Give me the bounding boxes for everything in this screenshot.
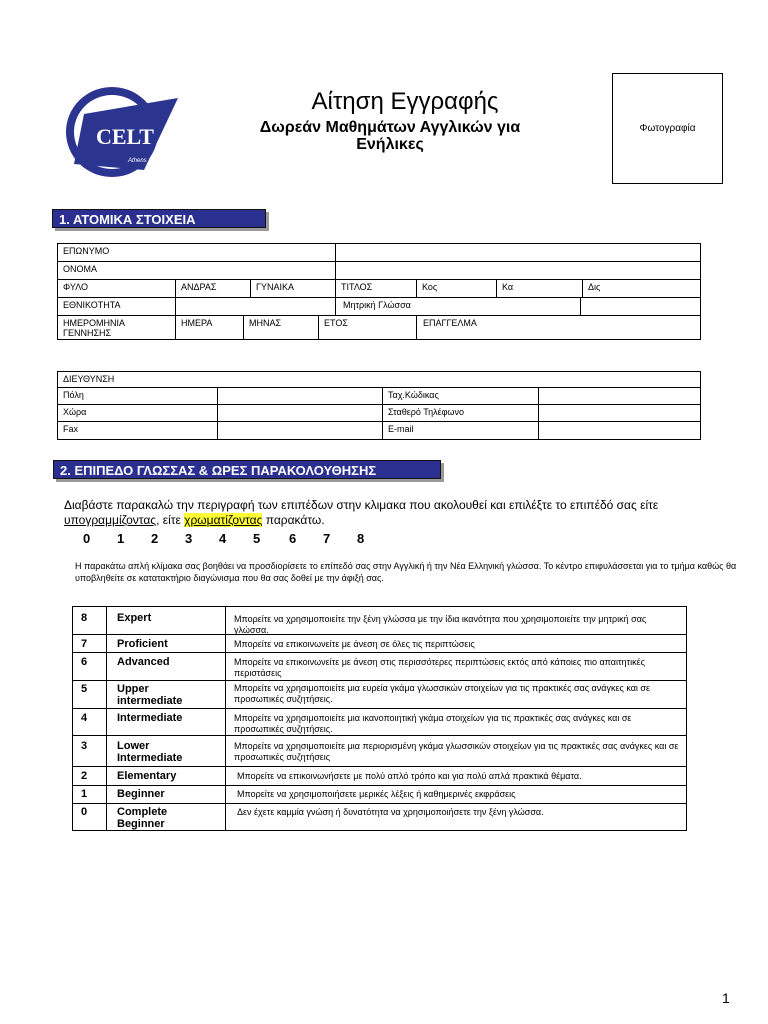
- level-name: Expert: [117, 612, 152, 624]
- ms-option[interactable]: Δις: [588, 282, 601, 292]
- scale-option-1[interactable]: 1: [117, 531, 125, 546]
- scale-option-3[interactable]: 3: [185, 531, 193, 546]
- level-name: Upper intermediate: [117, 683, 183, 707]
- email-label: E-mail: [388, 424, 414, 434]
- sex-label: ΦΥΛΟ: [63, 282, 89, 292]
- level-description: Μπορείτε να επικοινωνείτε με άνεση στις περισσότερες περιπτώσεις εκτός από κάποιες πιο απαιτητικές περιστάσεις: [234, 657, 645, 678]
- intro-highlight-word: χρωματίζοντας: [184, 513, 263, 527]
- form-title: Αίτηση Εγγραφής: [311, 88, 499, 115]
- scale-option-6[interactable]: 6: [289, 531, 297, 546]
- intro-text-c: , είτε: [156, 513, 185, 527]
- level-name: Proficient: [117, 638, 168, 650]
- section-1-header: 1. ΑΤΟΜΙΚΑ ΣΤΟΙΧΕΙΑ: [52, 209, 266, 228]
- level-description: Μπορείτε να χρησιμοποιείτε μια περιορισμένη γκάμα γλωσσικών στοιχείων για τις πρακτικές σας ανάγκες και σε προσωπικές συζητήσεις: [234, 741, 679, 762]
- level-note: Η παρακάτω απλή κλίμακα σας βοηθάει να προσδιορίσετε το επίπεδό σας στην Αγγλική ή την Νέα Ελληνική γλώσσα. Το κέντρο επιφυλάσσεται για το τμήμα καθώς θα υποβληθείτε σε κατατακτήριο διαγώνισμα που θα σας δοθεί με την άφιξή σας.: [75, 561, 737, 583]
- phone-label: Σταθερό Τηλέφωνο: [388, 407, 464, 417]
- logo-subtext: Athens: [128, 158, 147, 164]
- logo-text: CELT: [96, 124, 154, 149]
- photo-box[interactable]: [612, 73, 723, 184]
- level-description: Δεν έχετε καμμία γνώση ή δυνατότητα να χρησιμοποιήσετε την ξένη γλώσσα.: [237, 807, 544, 817]
- level-number: 2: [81, 770, 88, 782]
- form-subtitle: Δωρεάν Μαθημάτων Αγγλικών για Ενήλικες: [259, 119, 521, 153]
- country-label: Χώρα: [63, 407, 87, 417]
- photo-label: Φωτογραφία: [639, 123, 696, 134]
- level-description: Μπορείτε να χρησιμοποιείτε μια ικανοποιητική γκάμα στοιχείων για τις πρακτικές σας ανάγκες και σε προσωπικές συζητήσεις.: [234, 713, 632, 734]
- levels-table: [72, 606, 687, 831]
- level-number: 7: [81, 638, 88, 650]
- level-description: Μπορείτε να επικοινωνήσετε με πολύ απλό τρόπο και για πολύ απλά πρακτικά θέματα.: [237, 771, 582, 781]
- day-label: ΗΜΕΡΑ: [181, 318, 213, 328]
- level-description: Μπορείτε να χρησιμοποιήσετε μερικές λέξεις ή καθημερινές εκφράσεις: [237, 789, 516, 799]
- female-option[interactable]: ΓΥΝΑΙΚΑ: [256, 282, 294, 292]
- scale-option-8[interactable]: 8: [357, 531, 365, 546]
- celt-logo: [62, 84, 180, 180]
- name-label: ΟΝΟΜΑ: [63, 264, 98, 274]
- level-description: Μπορείτε να χρησιμοποιείτε την ξένη γλώσσα με την ίδια ικανότητα που χρησιμοποιείτε την μητρική σας γλώσσα.: [234, 614, 647, 635]
- city-label: Πόλη: [63, 390, 84, 400]
- address-label: ΔΙΕΥΘΥΝΣΗ: [63, 374, 115, 384]
- level-number: 6: [81, 656, 88, 668]
- dob-label: ΗΜΕΡΟΜΗΝΙΑ ΓΕΝΝΗΣΗΣ: [63, 318, 125, 338]
- scale-option-5[interactable]: 5: [253, 531, 261, 546]
- intro-underline-word: υπογραμμίζοντας: [64, 513, 157, 527]
- profession-label: ΕΠΑΓΓΕΛΜΑ: [423, 318, 477, 328]
- title-label: ΤΙΤΛΟΣ: [341, 282, 373, 292]
- nationality-label: ΕΘΝΙΚΟΤΗΤΑ: [63, 300, 121, 310]
- level-name: Complete Beginner: [117, 806, 168, 830]
- level-number: 1: [81, 788, 88, 800]
- male-option[interactable]: ΑΝΔΡΑΣ: [181, 282, 217, 292]
- scale-option-4[interactable]: 4: [219, 531, 227, 546]
- level-number: 3: [81, 740, 88, 752]
- surname-label: ΕΠΩΝΥΜΟ: [63, 246, 110, 256]
- fax-label: Fax: [63, 424, 79, 434]
- level-number: 8: [81, 612, 88, 624]
- intro-text-a: Διαβάστε παρακαλώ την περιγραφή των επιπέδων στην κλιμακα που ακολουθεί και επιλέξτε το επιπέδό σας είτε: [64, 498, 659, 512]
- mrs-option[interactable]: Κα: [502, 282, 514, 292]
- level-name: Elementary: [117, 770, 177, 782]
- section-2-header: 2. ΕΠΙΠΕΔΟ ΓΛΩΣΣΑΣ & ΩΡΕΣ ΠΑΡΑΚΟΛΟΥΘΗΣΗΣ: [53, 460, 441, 479]
- level-number: 5: [81, 683, 88, 695]
- level-name: Advanced: [117, 656, 170, 668]
- intro-text-e: παρακάτω.: [262, 513, 325, 527]
- level-name: Lower Intermediate: [117, 740, 183, 764]
- level-number: 4: [81, 712, 88, 724]
- level-description: Μπορείτε να χρησιμοποιείτε μια ευρεία γκάμα γλωσσικών στοιχείων για τις πρακτικές σας ανάγκες και σε προσωπικές συζητήσεις.: [234, 683, 650, 704]
- scale-option-2[interactable]: 2: [151, 531, 159, 546]
- page-number: 1: [722, 990, 730, 1006]
- scale-option-7[interactable]: 7: [323, 531, 331, 546]
- year-label: ΕΤΟΣ: [324, 318, 348, 328]
- level-instructions: [64, 498, 704, 528]
- mother-tongue-label: Μητρική Γλώσσα: [343, 300, 411, 310]
- level-description: Μπορείτε να επικοινωνείτε με άνεση σε όλες τις περιπτώσεις: [234, 639, 475, 649]
- month-label: ΜΗΝΑΣ: [249, 318, 282, 328]
- level-name: Intermediate: [117, 712, 183, 724]
- scale-option-0[interactable]: 0: [83, 531, 91, 546]
- postcode-label: Ταχ.Κώδικας: [388, 390, 439, 400]
- level-name: Beginner: [117, 788, 165, 800]
- level-number: 0: [81, 806, 88, 818]
- mr-option[interactable]: Κος: [422, 282, 438, 292]
